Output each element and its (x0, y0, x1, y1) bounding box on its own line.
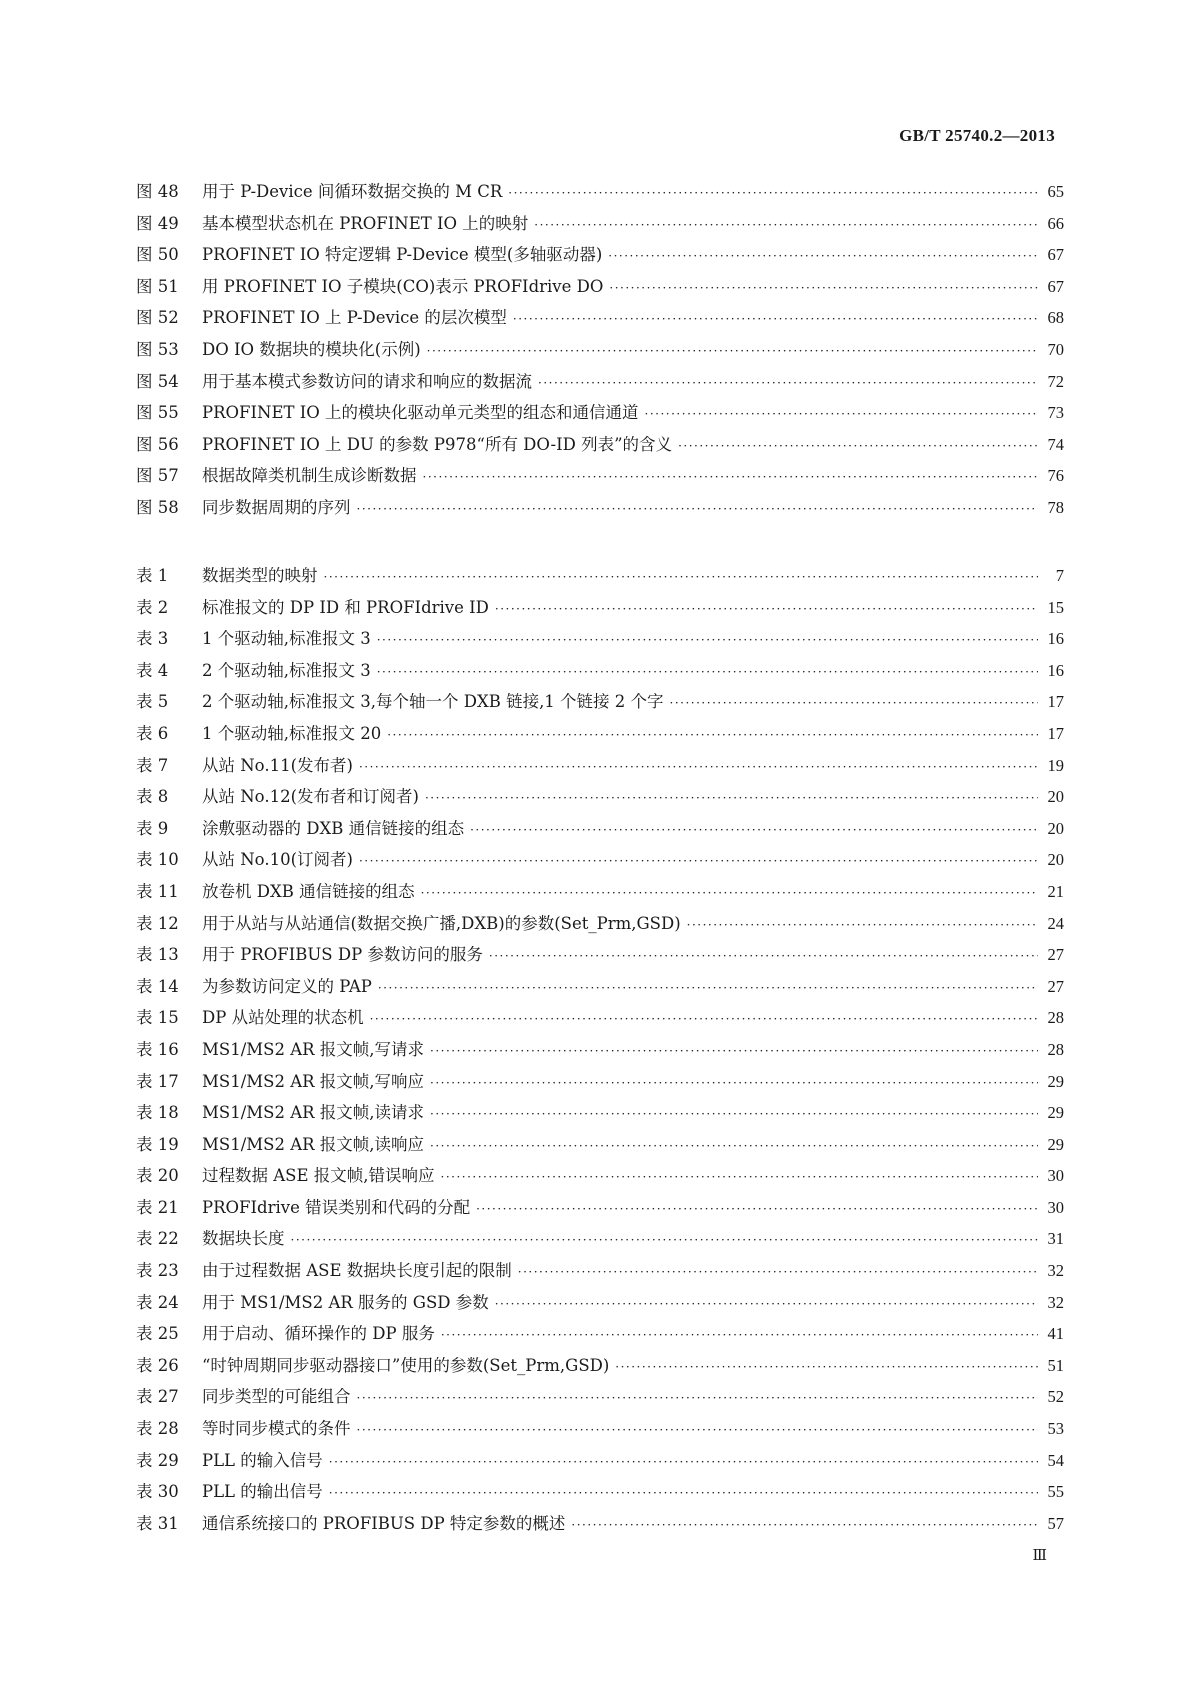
dot-leader (518, 1265, 1038, 1279)
entry-number: 表 14 (136, 976, 179, 996)
entry-title: 通信系统接口的 PROFIBUS DP 特定参数的概述 (202, 1513, 566, 1533)
dot-leader (425, 791, 1038, 805)
dot-leader (359, 854, 1038, 868)
entry-number: 图 55 (136, 403, 179, 423)
entry-page: 67 (1047, 276, 1064, 296)
entry-title: 用于 MS1/MS2 AR 服务的 GSD 参数 (202, 1292, 489, 1312)
toc-entry[interactable] (136, 657, 1064, 689)
toc-entry[interactable] (136, 720, 1064, 752)
toc-entry[interactable] (136, 178, 1064, 210)
entry-number: 表 4 (136, 660, 169, 680)
entry-number: 图 58 (136, 497, 179, 517)
entry-number: 表 3 (136, 629, 169, 649)
entry-page: 32 (1047, 1292, 1064, 1312)
entry-page: 16 (1047, 660, 1064, 680)
entry-page: 20 (1047, 818, 1064, 838)
entry-page: 73 (1047, 403, 1064, 423)
toc-entry[interactable] (136, 1415, 1064, 1447)
entry-page: 16 (1047, 629, 1064, 649)
entry-page: 32 (1047, 1261, 1064, 1281)
entry-number: 图 52 (136, 308, 179, 328)
entry-number: 表 26 (136, 1355, 179, 1375)
toc-entry[interactable] (136, 241, 1064, 273)
toc-entry[interactable] (136, 752, 1064, 784)
entry-title: 过程数据 ASE 报文帧,错误响应 (202, 1166, 435, 1186)
entry-page: 57 (1047, 1513, 1064, 1533)
entry-page: 15 (1047, 597, 1064, 617)
entry-title: DO IO 数据块的模块化(示例) (202, 339, 421, 359)
entry-page: 28 (1047, 1039, 1064, 1059)
dot-leader (377, 633, 1038, 647)
entry-number: 表 28 (136, 1419, 179, 1439)
entry-title: 为参数访问定义的 PAP (202, 976, 372, 996)
dot-leader (359, 760, 1038, 774)
entry-number: 图 50 (136, 245, 179, 265)
entry-page: 17 (1047, 723, 1064, 743)
dot-leader (513, 312, 1038, 326)
entry-title: 基本模型状态机在 PROFINET IO 上的映射 (202, 213, 529, 233)
dot-leader (670, 696, 1038, 710)
toc-entry[interactable] (136, 368, 1064, 400)
dot-leader (571, 1518, 1038, 1532)
entry-page: 53 (1047, 1419, 1064, 1439)
dot-leader (387, 728, 1038, 742)
entry-number: 表 25 (136, 1324, 179, 1344)
standard-number: GB/T 25740.2—2013 (899, 126, 1055, 145)
entry-number: 图 53 (136, 339, 179, 359)
entry-number: 表 31 (136, 1513, 179, 1533)
toc-entry[interactable] (136, 941, 1064, 973)
entry-title: PROFINET IO 上 P-Device 的层次模型 (202, 308, 507, 328)
dot-leader (430, 1107, 1038, 1121)
entry-title: 用 PROFINET IO 子模块(CO)表示 PROFIdrive DO (202, 276, 604, 296)
entry-number: 表 2 (136, 597, 169, 617)
entry-number: 图 54 (136, 371, 179, 391)
toc-entry[interactable] (136, 1162, 1064, 1194)
entry-title: 涂敷驱动器的 DXB 通信链接的组态 (202, 818, 465, 838)
entry-page: 76 (1047, 466, 1064, 486)
entry-number: 表 30 (136, 1482, 179, 1502)
entry-number: 表 18 (136, 1103, 179, 1123)
entry-title: 用于 P-Device 间循环数据交换的 M CR (202, 182, 503, 201)
entry-page: 24 (1047, 913, 1064, 933)
entry-number: 表 13 (136, 945, 179, 965)
entry-page: 54 (1047, 1450, 1064, 1470)
toc-entry[interactable] (136, 910, 1064, 942)
entry-number: 表 1 (136, 566, 169, 585)
toc-entry[interactable] (136, 1447, 1064, 1479)
entry-number: 表 15 (136, 1008, 179, 1028)
entry-number: 表 16 (136, 1039, 179, 1059)
dot-leader (441, 1328, 1038, 1342)
toc-entry[interactable] (136, 594, 1064, 626)
dot-leader (470, 823, 1038, 837)
entry-title: 根据故障类机制生成诊断数据 (202, 466, 417, 486)
entry-title: PROFINET IO 特定逻辑 P-Device 模型(多轴驱动器) (202, 245, 603, 265)
dot-leader (329, 1455, 1038, 1469)
entry-number: 表 10 (136, 850, 179, 870)
entry-title: PLL 的输出信号 (202, 1482, 323, 1502)
toc-entry[interactable] (136, 304, 1064, 336)
dot-leader (534, 218, 1038, 232)
toc-entry[interactable] (136, 494, 1064, 526)
toc-entry[interactable] (136, 1036, 1064, 1068)
dot-leader (421, 886, 1038, 900)
dot-leader (430, 1139, 1038, 1153)
entry-number: 表 20 (136, 1166, 179, 1186)
toc-entry[interactable] (136, 878, 1064, 910)
entry-title: 等时同步模式的条件 (202, 1419, 351, 1439)
toc-entry[interactable] (136, 625, 1064, 657)
entry-page: 19 (1047, 755, 1064, 775)
entry-page: 65 (1047, 182, 1064, 201)
entry-page: 52 (1047, 1387, 1064, 1407)
entry-title: 2 个驱动轴,标准报文 3,每个轴一个 DXB 链接,1 个链接 2 个字 (202, 692, 664, 712)
dot-leader (489, 949, 1038, 963)
dot-leader (357, 502, 1039, 516)
entry-title: MS1/MS2 AR 报文帧,读请求 (202, 1103, 425, 1123)
toc-entry[interactable] (136, 846, 1064, 878)
entry-title: 1 个驱动轴,标准报文 3 (202, 629, 371, 649)
dot-leader (495, 602, 1038, 616)
toc-entry[interactable] (136, 1194, 1064, 1226)
entry-title: 同步类型的可能组合 (202, 1387, 351, 1407)
dot-leader (324, 570, 1039, 584)
entry-page: 74 (1047, 434, 1064, 454)
entry-title: PROFINET IO 上的模块化驱动单元类型的组态和通信通道 (202, 403, 639, 423)
entry-number: 图 57 (136, 466, 179, 486)
dot-leader (423, 470, 1039, 484)
entry-page: 20 (1047, 850, 1064, 870)
entry-number: 表 17 (136, 1071, 179, 1091)
entry-page: 70 (1047, 339, 1064, 359)
entry-title: 同步数据周期的序列 (202, 497, 351, 517)
entry-title: PROFIdrive 错误类别和代码的分配 (202, 1197, 471, 1217)
entry-number: 表 21 (136, 1197, 179, 1217)
entry-title: DP 从站处理的状态机 (202, 1008, 364, 1028)
toc-entry[interactable] (136, 1004, 1064, 1036)
entry-page: 78 (1047, 497, 1064, 517)
toc-entry[interactable] (136, 1510, 1064, 1542)
toc-entry[interactable] (136, 1289, 1064, 1321)
toc-entry[interactable] (136, 431, 1064, 463)
toc-entry[interactable] (136, 1131, 1064, 1163)
dot-leader (430, 1076, 1038, 1090)
entry-number: 图 51 (136, 276, 179, 296)
dot-leader (430, 1044, 1038, 1058)
entry-number: 表 8 (136, 787, 169, 807)
entry-page: 41 (1047, 1324, 1064, 1344)
entry-title: 由于过程数据 ASE 数据块长度引起的限制 (202, 1261, 512, 1281)
toc-entry[interactable] (136, 210, 1064, 242)
toc-entry[interactable] (136, 399, 1064, 431)
entry-number: 表 19 (136, 1134, 179, 1154)
dot-leader (329, 1486, 1038, 1500)
entry-page: 28 (1047, 1008, 1064, 1028)
entry-number: 表 12 (136, 913, 179, 933)
dot-leader (609, 281, 1038, 295)
entry-title: “时钟周期同步驱动器接口”使用的参数(Set_Prm,GSD) (202, 1355, 610, 1375)
entry-title: 用于从站与从站通信(数据交换广播,DXB)的参数(Set_Prm,GSD) (202, 913, 681, 933)
dot-leader (687, 918, 1038, 932)
entry-number: 图 56 (136, 434, 179, 454)
entry-number: 图 49 (136, 213, 179, 233)
entry-page: 20 (1047, 787, 1064, 807)
dot-leader (378, 981, 1038, 995)
dot-leader (645, 407, 1038, 421)
toc-entry[interactable] (136, 336, 1064, 368)
toc-entry[interactable] (136, 1383, 1064, 1415)
entry-page: 72 (1047, 371, 1064, 391)
toc-entry[interactable] (136, 273, 1064, 305)
entry-page: 7 (1055, 566, 1064, 585)
figure-list (136, 178, 1064, 526)
dot-leader (678, 439, 1038, 453)
dot-leader (370, 1012, 1038, 1026)
entry-number: 表 9 (136, 818, 169, 838)
dot-leader (427, 344, 1038, 358)
toc-entry[interactable] (136, 1068, 1064, 1100)
entry-title: 用于基本模式参数访问的请求和响应的数据流 (202, 371, 532, 391)
entry-title: 从站 No.10(订阅者) (202, 850, 353, 870)
entry-title: 数据类型的映射 (202, 566, 318, 585)
entry-page: 30 (1047, 1166, 1064, 1186)
dot-leader (357, 1423, 1039, 1437)
toc-entry[interactable] (136, 1320, 1064, 1352)
toc-entry[interactable] (136, 815, 1064, 847)
toc-entry[interactable] (136, 783, 1064, 815)
dot-leader (476, 1202, 1038, 1216)
entry-title: 2 个驱动轴,标准报文 3 (202, 660, 371, 680)
page-number: Ⅲ (1032, 1548, 1047, 1564)
entry-title: 用于启动、循环操作的 DP 服务 (202, 1324, 435, 1344)
entry-page: 29 (1047, 1134, 1064, 1154)
dot-leader (608, 249, 1038, 263)
entry-title: MS1/MS2 AR 报文帧,写响应 (202, 1071, 425, 1091)
dot-leader (377, 665, 1038, 679)
entry-number: 表 6 (136, 723, 169, 743)
entry-number: 表 22 (136, 1229, 179, 1249)
toc-entry[interactable] (136, 1257, 1064, 1289)
entry-title: 用于 PROFIBUS DP 参数访问的服务 (202, 945, 483, 965)
entry-title: PLL 的输入信号 (202, 1450, 323, 1470)
entry-title: 从站 No.12(发布者和订阅者) (202, 787, 419, 807)
dot-leader (508, 186, 1038, 200)
entry-page: 27 (1047, 945, 1064, 965)
entry-title: PROFINET IO 上 DU 的参数 P978“所有 DO-ID 列表”的含义 (202, 434, 673, 454)
toc-entry[interactable] (136, 973, 1064, 1005)
entry-number: 表 23 (136, 1261, 179, 1281)
entry-title: MS1/MS2 AR 报文帧,写请求 (202, 1039, 425, 1059)
entry-page: 29 (1047, 1103, 1064, 1123)
table-list (136, 562, 1064, 1541)
entry-page: 55 (1047, 1482, 1064, 1502)
entry-page: 27 (1047, 976, 1064, 996)
toc-entry[interactable] (136, 562, 1064, 594)
entry-number: 表 29 (136, 1450, 179, 1470)
entry-title: 数据块长度 (202, 1229, 285, 1249)
entry-number: 表 27 (136, 1387, 179, 1407)
entry-number: 图 48 (136, 182, 179, 201)
entry-page: 17 (1047, 692, 1064, 712)
entry-number: 表 7 (136, 755, 169, 775)
entry-number: 表 5 (136, 692, 169, 712)
toc-entry[interactable] (136, 462, 1064, 494)
toc-entry[interactable] (136, 1352, 1064, 1384)
toc-entry[interactable] (136, 1099, 1064, 1131)
entry-page: 51 (1047, 1355, 1064, 1375)
entry-page: 67 (1047, 245, 1064, 265)
entry-title: 标准报文的 DP ID 和 PROFIdrive ID (202, 597, 489, 617)
toc-entry[interactable] (136, 688, 1064, 720)
dot-leader (291, 1233, 1039, 1247)
entry-page: 21 (1047, 881, 1064, 901)
toc-entry[interactable] (136, 1478, 1064, 1510)
entry-title: 从站 No.11(发布者) (202, 755, 353, 775)
entry-title: MS1/MS2 AR 报文帧,读响应 (202, 1134, 425, 1154)
entry-page: 29 (1047, 1071, 1064, 1091)
dot-leader (495, 1297, 1038, 1311)
toc-entry[interactable] (136, 1225, 1064, 1257)
entry-page: 66 (1047, 213, 1064, 233)
dot-leader (538, 376, 1038, 390)
entry-page: 68 (1047, 308, 1064, 328)
entry-page: 30 (1047, 1197, 1064, 1217)
entry-number: 表 11 (136, 881, 179, 901)
entry-page: 31 (1047, 1229, 1064, 1249)
entry-number: 表 24 (136, 1292, 179, 1312)
dot-leader (441, 1170, 1039, 1184)
dot-leader (615, 1360, 1038, 1374)
entry-title: 1 个驱动轴,标准报文 20 (202, 723, 382, 743)
dot-leader (357, 1391, 1039, 1405)
entry-title: 放卷机 DXB 通信链接的组态 (202, 881, 415, 901)
